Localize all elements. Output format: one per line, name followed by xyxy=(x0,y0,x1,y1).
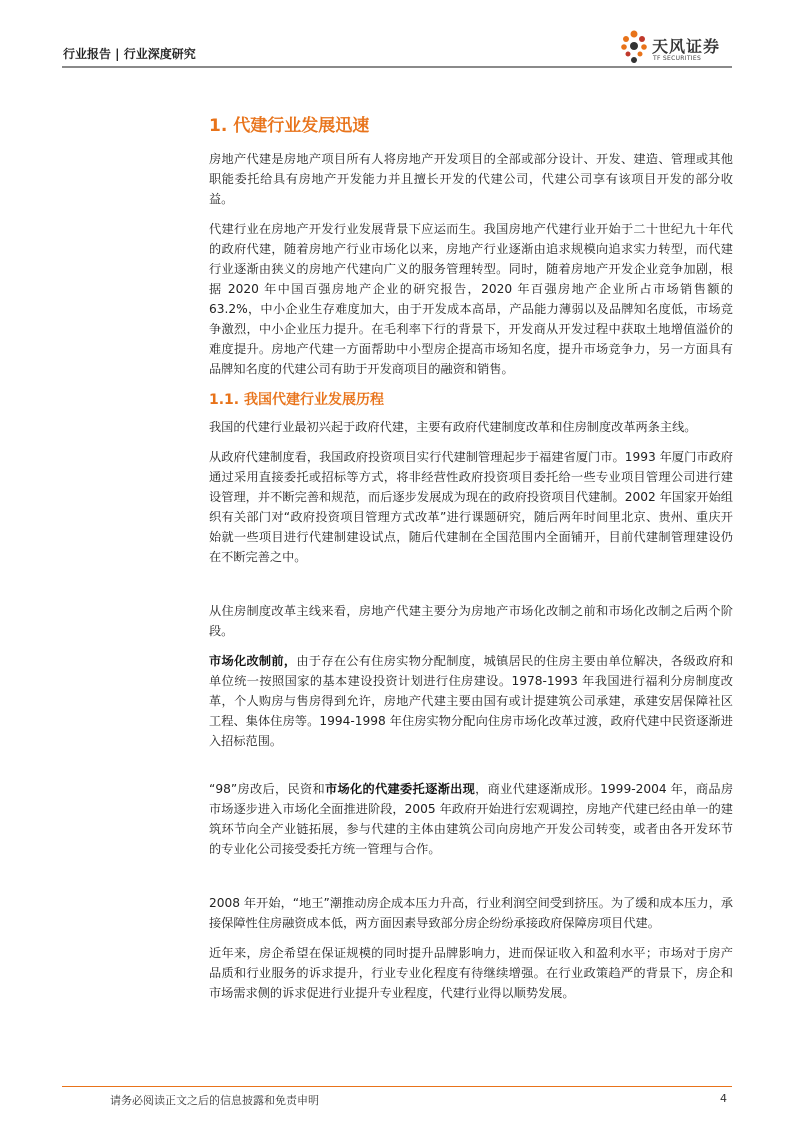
logo-text-en: TF SECURITIES xyxy=(653,55,702,62)
section-1-paragraph-1: 房地产代建是房地产项目所有人将房地产开发项目的全部或部分设计、开发、建造、管理或其他职能委托给具有房地产开发能力并且擅长开发的代建公司，代建公司享有该项目开发的部分收益。 xyxy=(209,152,733,206)
header-divider xyxy=(62,66,732,68)
paragraph-5-lead: “98”房改后，民资和 xyxy=(209,782,326,796)
logo-text-cn: 天风证券 xyxy=(652,37,721,56)
paragraph-4-text: 由于存在公有住房实物分配制度，城镇居民的住房主要由单位解决，各级政府和单位统一按照国家的基本建设投资计划进行住房建设。1978-1993 年我国进行福利分房制度改革，个人购房与售房得到允许，房地产代建主要由国有或计提建筑公司承建，承建安居保障社区工程、集体住房等。1994-1998 年住房实物分配向住房市场化改革过渡，政府代建中民资逐渐进入招标范围。 xyxy=(209,654,734,748)
section-1-1-paragraph-1: 我国的代建行业最初兴起于政府代建，主要有政府代建制度改革和住房制度改革两条主线。 xyxy=(209,420,697,434)
section-1-title: 1. 代建行业发展迅速 xyxy=(209,116,370,136)
section-1-1-title: 1.1. 我国代建行业发展历程 xyxy=(209,392,384,408)
section-1-1-paragraph-3: 从住房制度改革主线来看，房地产代建主要分为房地产市场化改制之前和市场化改制之后两个阶段。 xyxy=(209,604,733,638)
spacer xyxy=(209,577,733,601)
section-1-1-paragraph-7: 近年来，房企希望在保证规模的同时提升品牌影响力，进而保证收入和盈利水平；市场对于房产品质和行业服务的诉求提升，行业专业化程度有待继续增强。在行业政策趋严的背景下，房企和市场需求侧的诉求促进行业提升专业程度，代建行业得以顺势发展。 xyxy=(209,946,733,1000)
footer-disclaimer: 请务必阅读正文之后的信息披露和免责申明 xyxy=(110,1094,319,1107)
paragraph-5-text: ，商业代建逐渐成形。1999-2004 年，商品房市场逐步进入市场化全面推进阶段，2005 年政府开始进行宏观调控，房地产代建已经由单一的建筑环节向全产业链拓展，参与代建的主体由建筑公司向房地产开发公司转变，或者由各开发环节的专业化公司接受委托方统一管理与合作。 xyxy=(209,782,734,856)
section-1-1-paragraph-4 xyxy=(209,651,733,751)
section-1-paragraph-2: 代建行业在房地产开发行业发展背景下应运而生。我国房地产代建行业开始于二十世纪九十年代的政府代建，随着房地产行业市场化以来，房地产行业逐渐由追求规模向追求实力转型，而代建行业逐渐由狭义的房地产代建向广义的服务管理转型。同时，随着房地产开发企业竞争加剧，根据 2020 年中国百强房地产企业的研究报告，2020 年百强房地产企业所占市场销售额的 63.2%，中小企业生存难度加大，由于开发成本高昂，产品能力薄弱以及品牌知名度低，市场竞争激烈，中小企业压力提升。在毛利率下行的背景下，开发商从开发过程中获取土地增值溢价的难度提升。房地产代建一方面帮助中小型房企提高市场知名度，提升市场竞争力，另一方面具有品牌知名度的代建公司有助于开发商项目的融资和销售。 xyxy=(209,222,733,376)
company-logo xyxy=(618,28,738,68)
section-1-1-paragraph-6: 2008 年开始，“地王”潮推动房企成本压力升高，行业利润空间受到挤压。为了缓和成本压力，承接保障性住房融资成本低，两方面因素导致部分房企纷纷承接政府保障房项目代建。 xyxy=(209,896,733,930)
bold-phrase-market-entrust: 市场化的代建委托逐渐出现 xyxy=(325,782,476,796)
section-1-1-paragraph-2: 从政府代建制度看，我国政府投资项目实行代建制管理起步于福建省厦门市。1993 年厦门市政府通过采用直接委托或招标等方式，将非经营性政府投资项目委托给一些专业项目管理公司进行建设管理，并不断完善和规范，而后逐步发展成为现在的政府投资项目代建制。2002 年国家开始组织有关部门对“政府投资项目管理方式改革”进行课题研究，随后两年时间里北京、贵州、重庆开始就一些项目进行代建制建设试点，随后代建制在全国范围内全面铺开，目前代建制管理建设仍在不断完善之中。 xyxy=(209,450,733,564)
footer-divider xyxy=(62,1086,732,1087)
main-content xyxy=(209,114,733,1013)
page-number: 4 xyxy=(720,1092,727,1105)
logo-flower-icon xyxy=(618,28,650,68)
header-report-type: 行业报告 | 行业深度研究 xyxy=(63,47,196,61)
bold-phrase-pre-market: 市场化改制前， xyxy=(209,654,297,668)
section-1-1-paragraph-5 xyxy=(209,779,733,859)
spacer xyxy=(209,761,733,779)
spacer xyxy=(209,869,733,893)
